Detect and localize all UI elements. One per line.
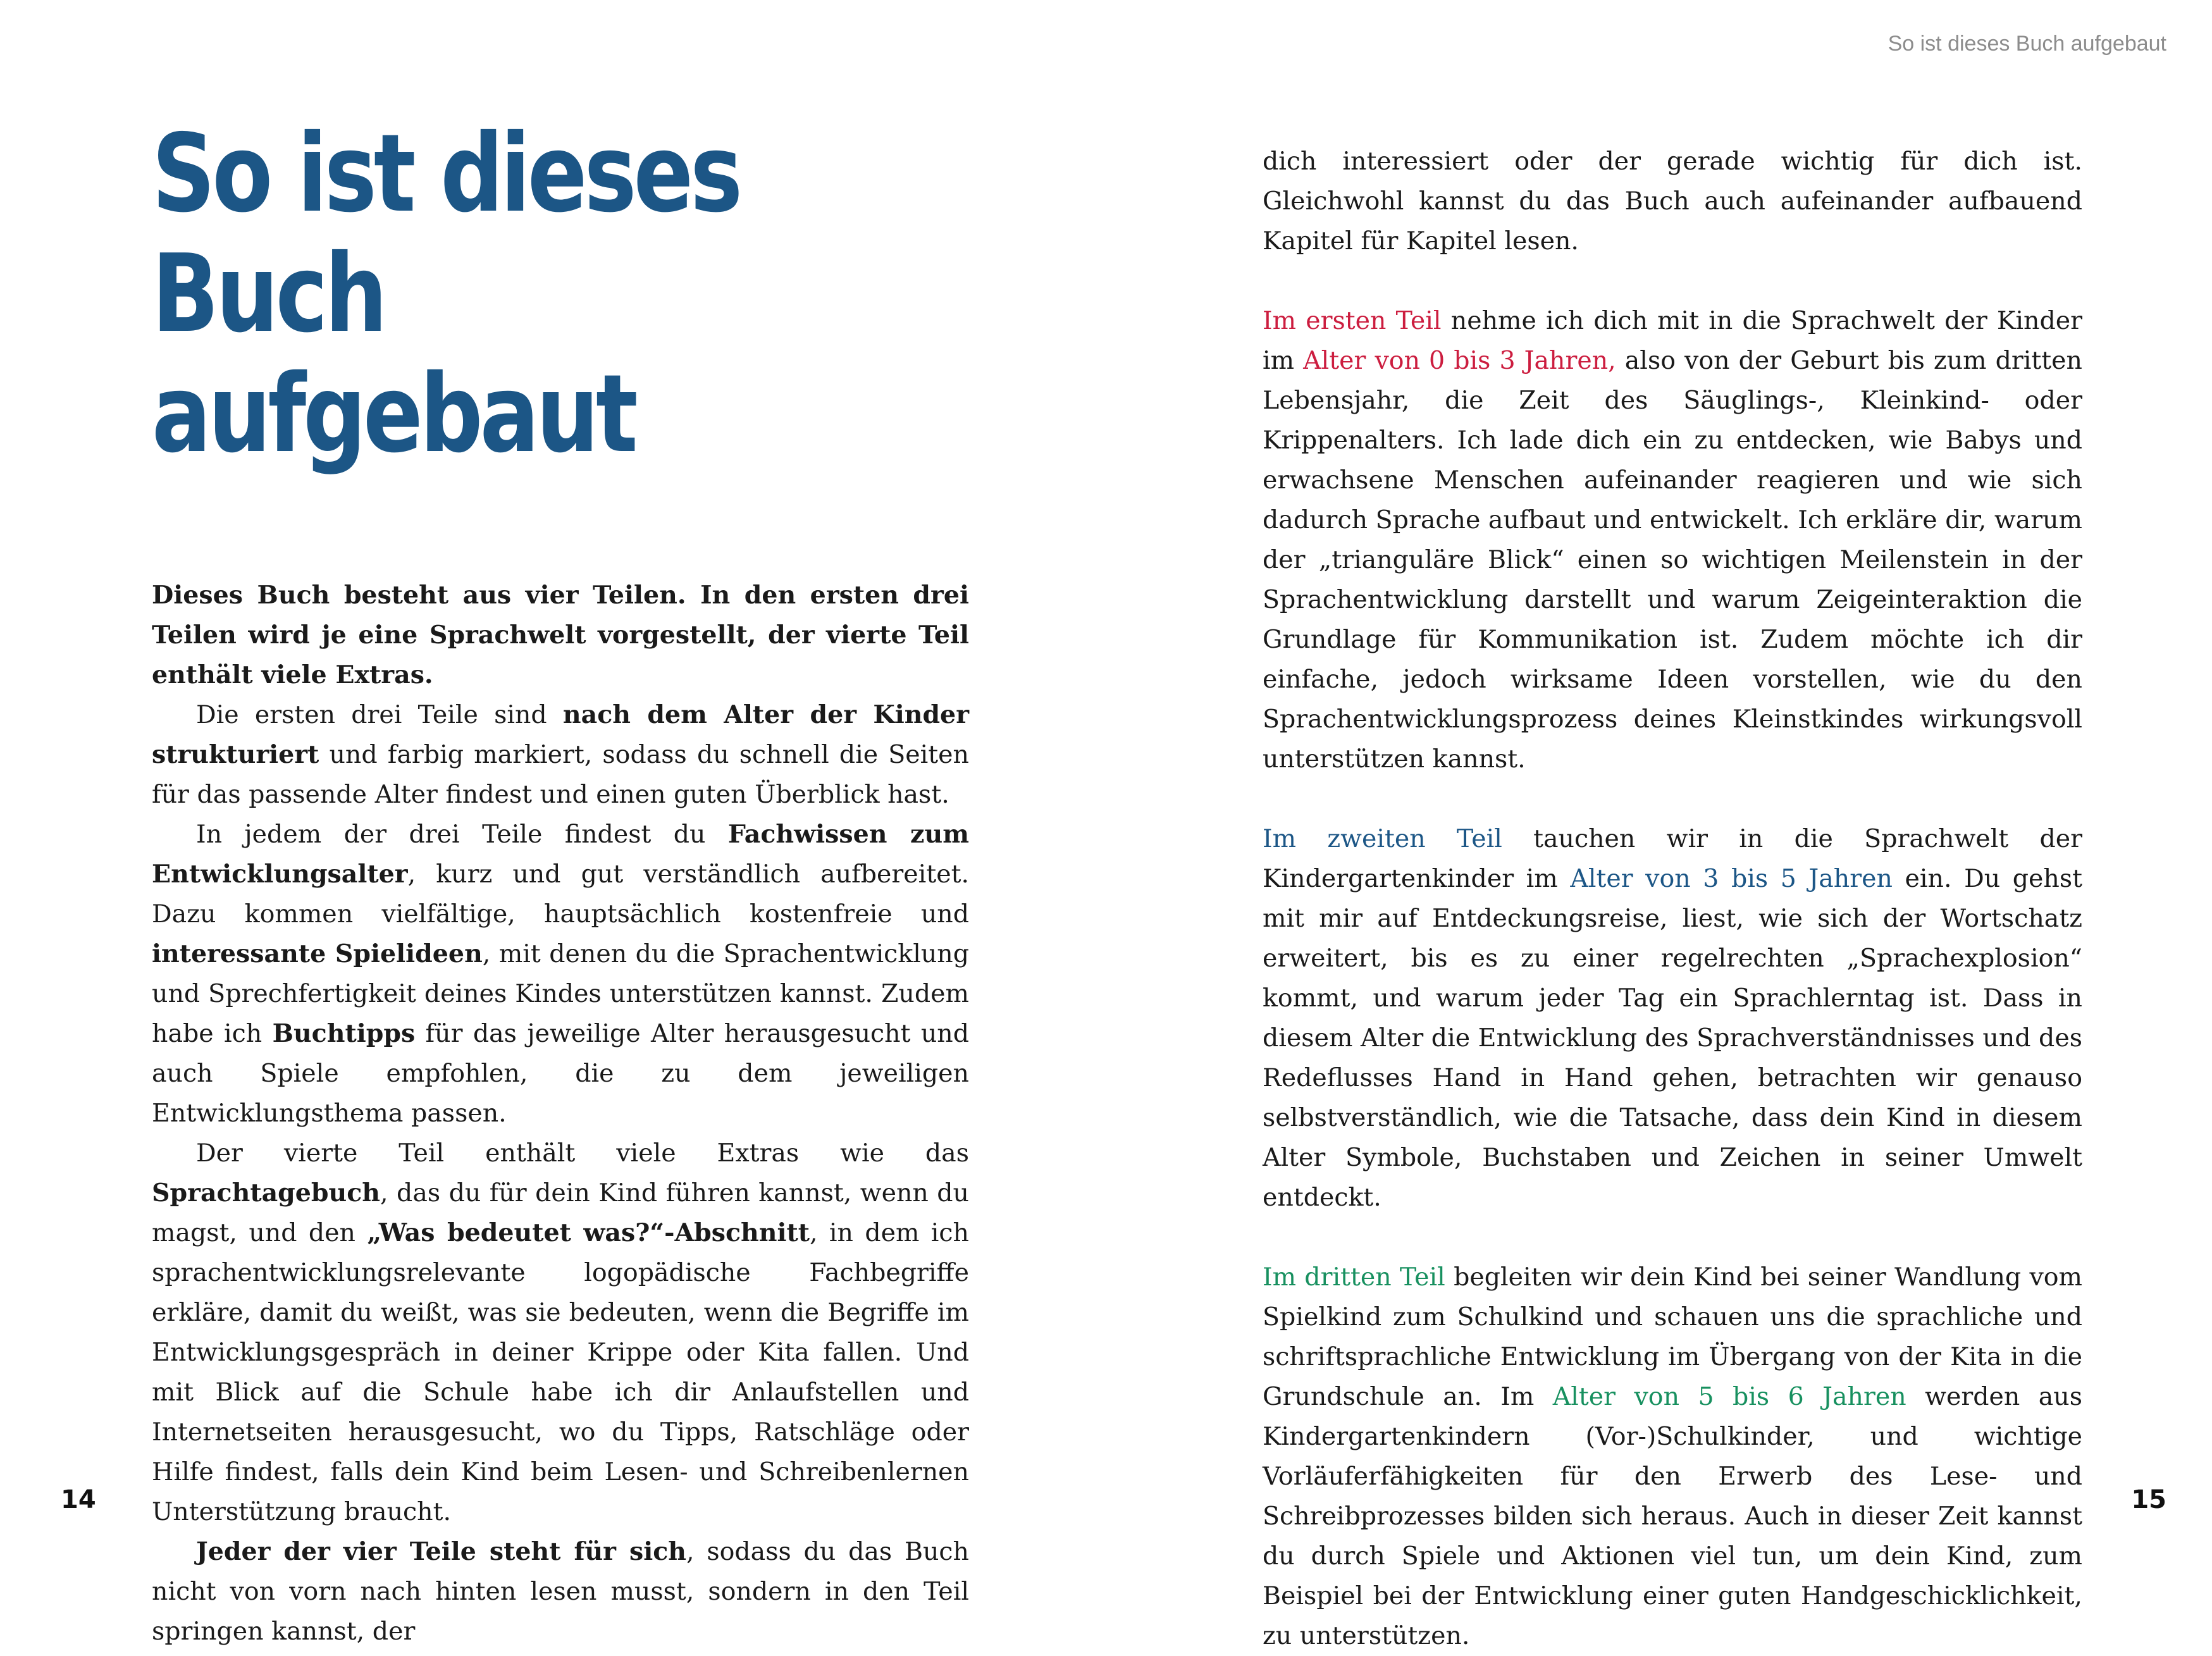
- chapter-title-line-2: aufgebaut: [152, 352, 635, 477]
- page-number-right: 15: [2131, 1485, 2166, 1514]
- running-head: So ist dieses Buch aufgebaut: [1888, 32, 2166, 56]
- paragraph-content: In jedem der drei Teile findest du Fachwissen zum Entwicklungsalter, kurz und gut verständlich aufbereitet. Dazu kommen vielfältige, hauptsächlich kostenfreie und interessante Spielideen, mit denen du die Sprachentwicklung und Sprechfertigkeit deines Kindes unterstützen kannst. Zudem habe ich Buchtipps für das jeweilige Alter herausgesucht und auch Spiele empfohlen, die zu dem jeweiligen Entwicklungsthema passen.: [152, 820, 969, 1128]
- left-column: [152, 576, 969, 1652]
- part-three-age: Alter von 5 bis 6 Jahren: [1552, 1382, 1906, 1411]
- chapter-title: [152, 111, 878, 477]
- page-number-left: 14: [61, 1485, 96, 1514]
- chapter-title-line-1: So ist dieses Buch: [152, 111, 740, 357]
- part-one-label: Im ersten Teil: [1263, 306, 1442, 335]
- paragraph-extras: Der vierte Teil enthält viele Extras wie das Sprachtagebuch, das du für dein Kind führen kannst, wenn du magst, und den „Was bedeutet was?“-Abschnitt, in dem ich sprachentwicklungsrelevante logopädische Fachbegriffe erkläre, damit du weißt, was sie bedeuten, wenn die Begriffe im Entwicklungsgespräch in deiner Krippe oder Kita fallen. Und mit Blick auf die Schule habe ich dir Anlaufstellen und Internetseiten herausgesucht, wo du Tipps, Ratschläge oder Hilfe findest, falls dein Kind beim Lesen- und Schreibenlernen Unterstützung braucht.: [152, 1139, 969, 1526]
- part-three-label: Im dritten Teil: [1263, 1263, 1445, 1292]
- part-one-age: Alter von 0 bis 3 Jahren,: [1303, 346, 1616, 375]
- right-column: [1263, 142, 2082, 1656]
- paragraph-reading-order: Jeder der vier Teile steht für sich, sodass du das Buch nicht von vorn nach hinten lesen musst, sondern in den Teil springen kannst, der: [152, 1537, 969, 1646]
- paragraph-part-two: Im zweiten Teil tauchen wir in die Sprachwelt der Kindergartenkinder im Alter von 3 bis 5 Jahren ein. Du gehst mit mir auf Entdeckungsreise, liest, wie sich der Wortschatz erweitert, bis es zu einer regelrechten „Sprachexplosion“ kommt, und warum jeder Tag ein Sprachlerntag ist. Dass in diesem Alter die Entwicklung des Sprachverständnisses und des Redeflusses Hand in Hand gehen, betrachten wir genauso selbstverständlich, wie die Tatsache, dass dein Kind in diesem Alter Symbole, Buchstaben und Zeichen in seiner Umwelt entdeckt.: [1263, 824, 2083, 1212]
- part-two-label: Im zweiten Teil: [1263, 824, 1502, 853]
- intro-paragraph: [152, 576, 969, 695]
- paragraph-structure: Die ersten drei Teile sind nach dem Alter der Kinder strukturiert und farbig markiert, sodass du schnell die Seiten für das passende Alter findest und einen guten Überblick hast.: [152, 700, 969, 809]
- intro-bold: Dieses Buch besteht aus vier Teilen. In den ersten drei Teilen wird je eine Sprachwelt vorgestellt, der vierte Teil enthält viele Extras.: [152, 581, 969, 689]
- part-two-age: Alter von 3 bis 5 Jahren: [1570, 864, 1893, 893]
- paragraph-part-three: Im dritten Teil begleiten wir dein Kind bei seiner Wandlung vom Spielkind zum Schulkind und schauen uns die sprachliche und schriftsprachliche Entwicklung im Übergang von der Kita in die Grundschule an. Im Alter von 5 bis 6 Jahren werden aus Kindergartenkindern (Vor-)Schulkinder, und wichtige Vorläuferfähigkeiten für den Erwerb des Lese- und Schreibprozesses bilden sich heraus. Auch in dieser Zeit kannst du durch Spiele und Aktionen viel tun, um dein Kind, zum Beispiel bei der Entwicklung einer guten Handgeschicklichkeit, zu unterstützen.: [1263, 1263, 2082, 1650]
- paragraph-part-one: Im ersten Teil nehme ich dich mit in die Sprachwelt der Kinder im Alter von 0 bis 3 Jahren, also von der Geburt bis zum dritten Lebensjahr, die Zeit des Säuglings-, Kleinkind- oder Krippenalters. Ich lade dich ein zu entdecken, wie Babys und erwachsene Menschen aufeinander reagieren und wie sich dadurch Sprache aufbaut und entwickelt. Ich erkläre dir, warum der „trianguläre Blick“ einen so wichtigen Meilenstein in der Sprachentwicklung darstellt und warum Zeigeinteraktion die Grundlage für Kommunikation ist. Zudem möchte ich dir einfache, jedoch wirksame Ideen vorstellen, wie du den Sprachentwicklungsprozess deines Kleinstkindes wirkungsvoll unterstützen kannst.: [1263, 306, 2083, 774]
- paragraph-continuation: dich interessiert oder der gerade wichtig für dich ist. Gleichwohl kannst du das Buch auch aufeinander aufbauend Kapitel für Kapitel lesen.: [1263, 147, 2082, 256]
